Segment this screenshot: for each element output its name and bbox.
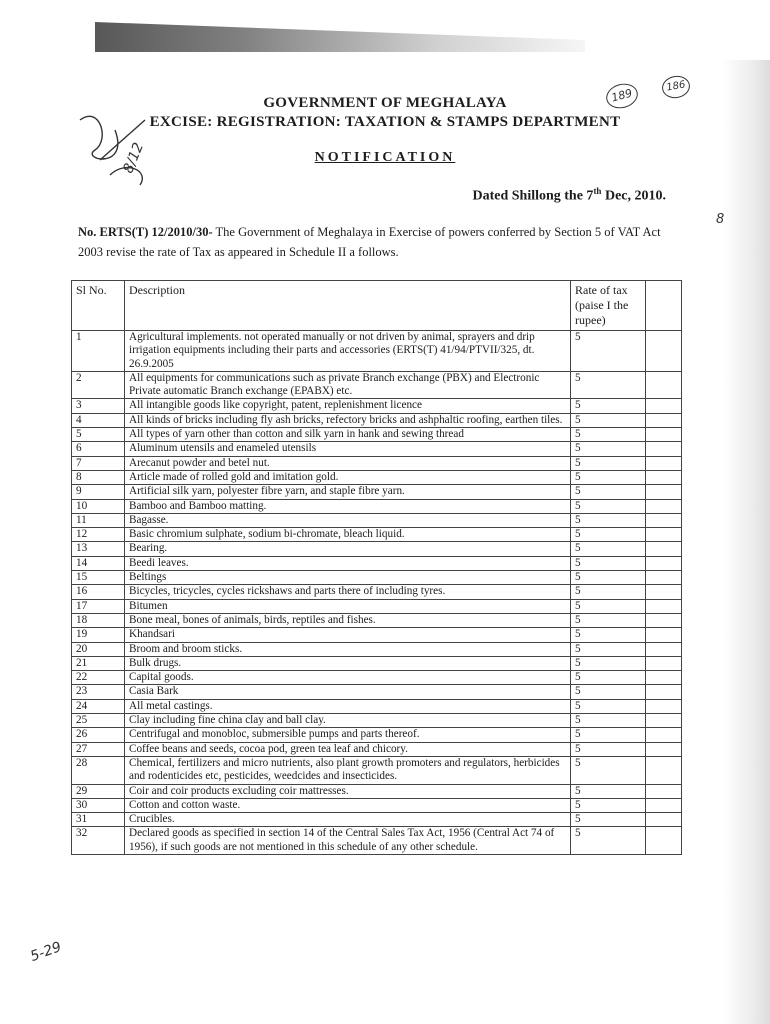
row-description: Chemical, fertilizers and micro nutrients, also plant growth promoters and regulators, herbicides and rodenticides etc, pesticides, weedcides and insecticides. bbox=[125, 756, 571, 784]
page-number-circle: 189 bbox=[603, 80, 640, 111]
table-row bbox=[72, 399, 682, 413]
row-sl: 28 bbox=[72, 756, 125, 784]
row-sl: 29 bbox=[72, 784, 125, 798]
page-number-circle: 186 bbox=[660, 74, 691, 101]
row-rate: 5 bbox=[571, 685, 646, 699]
table-row bbox=[72, 827, 682, 855]
table-row bbox=[72, 699, 682, 713]
row-extra bbox=[646, 485, 682, 499]
table-header-row bbox=[72, 281, 682, 331]
table-row bbox=[72, 756, 682, 784]
row-extra bbox=[646, 798, 682, 812]
row-sl: 18 bbox=[72, 613, 125, 627]
table-row bbox=[72, 585, 682, 599]
row-rate: 5 bbox=[571, 714, 646, 728]
row-rate: 5 bbox=[571, 585, 646, 599]
table-row bbox=[72, 456, 682, 470]
table-row bbox=[72, 656, 682, 670]
row-sl: 32 bbox=[72, 827, 125, 855]
date-prefix: Dated Shillong the 7 bbox=[472, 188, 594, 204]
row-extra bbox=[646, 331, 682, 372]
row-extra bbox=[646, 513, 682, 527]
header-rate: Rate of tax (paise I the rupee) bbox=[571, 281, 646, 331]
row-sl: 14 bbox=[72, 556, 125, 570]
row-sl: 17 bbox=[72, 599, 125, 613]
row-rate: 5 bbox=[571, 742, 646, 756]
row-description: Bitumen bbox=[125, 599, 571, 613]
row-extra bbox=[646, 599, 682, 613]
row-sl: 8 bbox=[72, 470, 125, 484]
table-row bbox=[72, 556, 682, 570]
tax-schedule-table bbox=[71, 280, 682, 855]
margin-note: 8 bbox=[716, 212, 725, 227]
row-extra bbox=[646, 756, 682, 784]
table-body bbox=[72, 331, 682, 855]
row-extra bbox=[646, 371, 682, 399]
row-sl: 16 bbox=[72, 585, 125, 599]
row-rate: 5 bbox=[571, 528, 646, 542]
row-extra bbox=[646, 542, 682, 556]
row-description: Bamboo and Bamboo matting. bbox=[125, 499, 571, 513]
row-sl: 20 bbox=[72, 642, 125, 656]
reference-paragraph bbox=[78, 222, 678, 262]
row-extra bbox=[646, 428, 682, 442]
row-extra bbox=[646, 642, 682, 656]
table-row bbox=[72, 331, 682, 372]
row-description: Artificial silk yarn, polyester fibre yarn, and staple fibre yarn. bbox=[125, 485, 571, 499]
row-sl: 19 bbox=[72, 628, 125, 642]
row-extra bbox=[646, 456, 682, 470]
row-extra bbox=[646, 728, 682, 742]
row-sl: 5 bbox=[72, 428, 125, 442]
row-rate: 5 bbox=[571, 556, 646, 570]
row-sl: 24 bbox=[72, 699, 125, 713]
table-row bbox=[72, 571, 682, 585]
row-description: All metal castings. bbox=[125, 699, 571, 713]
row-sl: 11 bbox=[72, 513, 125, 527]
row-sl: 21 bbox=[72, 656, 125, 670]
scan-smudge bbox=[95, 22, 585, 52]
table-row bbox=[72, 442, 682, 456]
table-row bbox=[72, 714, 682, 728]
row-rate: 5 bbox=[571, 798, 646, 812]
row-sl: 10 bbox=[72, 499, 125, 513]
row-extra bbox=[646, 827, 682, 855]
row-description: Centrifugal and monobloc, submersible pumps and parts thereof. bbox=[125, 728, 571, 742]
header-description: Description bbox=[125, 281, 571, 331]
row-extra bbox=[646, 399, 682, 413]
row-sl: 9 bbox=[72, 485, 125, 499]
row-rate: 5 bbox=[571, 699, 646, 713]
row-rate: 5 bbox=[571, 456, 646, 470]
reference-number: No. ERTS(T) 12/2010/30- bbox=[78, 225, 213, 239]
table-row bbox=[72, 513, 682, 527]
table-row bbox=[72, 413, 682, 427]
row-description: Agricultural implements. not operated manually or not driven by animal, sprayers and drip irrigation equipments including their parts and accessories (ERTS(T) 41/94/PTVII/325, dt. 26.9.2005 bbox=[125, 331, 571, 372]
row-extra bbox=[646, 442, 682, 456]
row-extra bbox=[646, 671, 682, 685]
row-extra bbox=[646, 613, 682, 627]
row-description: Coffee beans and seeds, cocoa pod, green tea leaf and chicory. bbox=[125, 742, 571, 756]
row-description: Declared goods as specified in section 14 of the Central Sales Tax Act, 1956 (Central Act 74 of 1956), if such goods are not mentioned in this schedule of any other schedule. bbox=[125, 827, 571, 855]
row-description: Crucibles. bbox=[125, 813, 571, 827]
margin-note: 5-29 bbox=[28, 939, 64, 965]
row-description: Bulk drugs. bbox=[125, 656, 571, 670]
row-rate: 5 bbox=[571, 371, 646, 399]
row-rate: 5 bbox=[571, 513, 646, 527]
row-description: All kinds of bricks including fly ash bricks, refectory bricks and ashphaltic roofing, earthen tiles. bbox=[125, 413, 571, 427]
table-row bbox=[72, 599, 682, 613]
row-sl: 31 bbox=[72, 813, 125, 827]
row-sl: 2 bbox=[72, 371, 125, 399]
margin-initials: 8/12 bbox=[120, 140, 148, 176]
row-description: Bearing. bbox=[125, 542, 571, 556]
scan-edge-shadow bbox=[722, 60, 770, 1024]
row-rate: 5 bbox=[571, 499, 646, 513]
header-extra bbox=[646, 281, 682, 331]
row-rate: 5 bbox=[571, 642, 646, 656]
row-description: Beedi leaves. bbox=[125, 556, 571, 570]
row-sl: 4 bbox=[72, 413, 125, 427]
row-rate: 5 bbox=[571, 613, 646, 627]
notification-title: NOTIFICATION bbox=[314, 150, 456, 165]
row-rate: 5 bbox=[571, 413, 646, 427]
row-description: Broom and broom sticks. bbox=[125, 642, 571, 656]
table-row bbox=[72, 499, 682, 513]
row-sl: 3 bbox=[72, 399, 125, 413]
table-row bbox=[72, 428, 682, 442]
row-description: Bone meal, bones of animals, birds, reptiles and fishes. bbox=[125, 613, 571, 627]
row-rate: 5 bbox=[571, 485, 646, 499]
table-row bbox=[72, 813, 682, 827]
row-sl: 30 bbox=[72, 798, 125, 812]
row-description: Bicycles, tricycles, cycles rickshaws and parts there of including tyres. bbox=[125, 585, 571, 599]
reference-text: The Government of Meghalaya in Exercise of powers conferred by Section 5 of VAT Act 2003 revise the rate of Tax as appeared in Schedule II a follows. bbox=[78, 225, 661, 259]
row-description: Bagasse. bbox=[125, 513, 571, 527]
table-row bbox=[72, 642, 682, 656]
row-sl: 7 bbox=[72, 456, 125, 470]
table-row bbox=[72, 798, 682, 812]
table-row bbox=[72, 371, 682, 399]
table-row bbox=[72, 685, 682, 699]
table-row bbox=[72, 728, 682, 742]
row-rate: 5 bbox=[571, 470, 646, 484]
row-rate: 5 bbox=[571, 728, 646, 742]
row-extra bbox=[646, 699, 682, 713]
row-description: Coir and coir products excluding coir mattresses. bbox=[125, 784, 571, 798]
date-line bbox=[472, 186, 666, 205]
date-suffix: Dec, 2010. bbox=[601, 188, 666, 204]
row-rate: 5 bbox=[571, 628, 646, 642]
row-rate: 5 bbox=[571, 571, 646, 585]
table-row bbox=[72, 613, 682, 627]
row-description: Aluminum utensils and enameled utensils bbox=[125, 442, 571, 456]
row-rate: 5 bbox=[571, 813, 646, 827]
row-rate: 5 bbox=[571, 656, 646, 670]
row-description: All types of yarn other than cotton and silk yarn in hank and sewing thread bbox=[125, 428, 571, 442]
row-extra bbox=[646, 784, 682, 798]
table-row bbox=[72, 628, 682, 642]
date-sup: th bbox=[593, 186, 602, 196]
table-row bbox=[72, 470, 682, 484]
row-description: Article made of rolled gold and imitation gold. bbox=[125, 470, 571, 484]
row-extra bbox=[646, 742, 682, 756]
row-sl: 25 bbox=[72, 714, 125, 728]
row-sl: 15 bbox=[72, 571, 125, 585]
row-rate: 5 bbox=[571, 542, 646, 556]
row-description: Clay including fine china clay and ball clay. bbox=[125, 714, 571, 728]
row-rate: 5 bbox=[571, 428, 646, 442]
row-rate: 5 bbox=[571, 827, 646, 855]
row-sl: 22 bbox=[72, 671, 125, 685]
row-extra bbox=[646, 813, 682, 827]
row-description: All intangible goods like copyright, patent, replenishment licence bbox=[125, 399, 571, 413]
row-extra bbox=[646, 585, 682, 599]
row-sl: 23 bbox=[72, 685, 125, 699]
row-sl: 1 bbox=[72, 331, 125, 372]
row-extra bbox=[646, 556, 682, 570]
row-sl: 27 bbox=[72, 742, 125, 756]
row-description: Casia Bark bbox=[125, 685, 571, 699]
row-extra bbox=[646, 499, 682, 513]
row-rate: 5 bbox=[571, 599, 646, 613]
table-row bbox=[72, 742, 682, 756]
row-sl: 6 bbox=[72, 442, 125, 456]
row-extra bbox=[646, 628, 682, 642]
row-sl: 13 bbox=[72, 542, 125, 556]
table-row bbox=[72, 784, 682, 798]
header-sl: Sl No. bbox=[72, 281, 125, 331]
table-row bbox=[72, 671, 682, 685]
table-row bbox=[72, 542, 682, 556]
row-description: Basic chromium sulphate, sodium bi-chromate, bleach liquid. bbox=[125, 528, 571, 542]
row-description: Cotton and cotton waste. bbox=[125, 798, 571, 812]
row-extra bbox=[646, 714, 682, 728]
row-sl: 26 bbox=[72, 728, 125, 742]
row-rate: 5 bbox=[571, 756, 646, 784]
row-rate: 5 bbox=[571, 399, 646, 413]
row-description: Khandsari bbox=[125, 628, 571, 642]
row-sl: 12 bbox=[72, 528, 125, 542]
row-rate: 5 bbox=[571, 671, 646, 685]
row-description: Arecanut powder and betel nut. bbox=[125, 456, 571, 470]
row-extra bbox=[646, 413, 682, 427]
row-extra bbox=[646, 656, 682, 670]
row-description: Capital goods. bbox=[125, 671, 571, 685]
department-title: EXCISE: REGISTRATION: TAXATION & STAMPS DEPARTMENT bbox=[149, 114, 621, 130]
row-extra bbox=[646, 470, 682, 484]
row-rate: 5 bbox=[571, 331, 646, 372]
row-extra bbox=[646, 685, 682, 699]
row-extra bbox=[646, 571, 682, 585]
row-extra bbox=[646, 528, 682, 542]
table-row bbox=[72, 485, 682, 499]
table-row bbox=[72, 528, 682, 542]
row-rate: 5 bbox=[571, 784, 646, 798]
government-title: GOVERNMENT OF MEGHALAYA bbox=[263, 95, 507, 111]
row-description: Beltings bbox=[125, 571, 571, 585]
row-description: All equipments for communications such as private Branch exchange (PBX) and Electronic Private automatic Branch exchange (EPABX) etc. bbox=[125, 371, 571, 399]
row-rate: 5 bbox=[571, 442, 646, 456]
